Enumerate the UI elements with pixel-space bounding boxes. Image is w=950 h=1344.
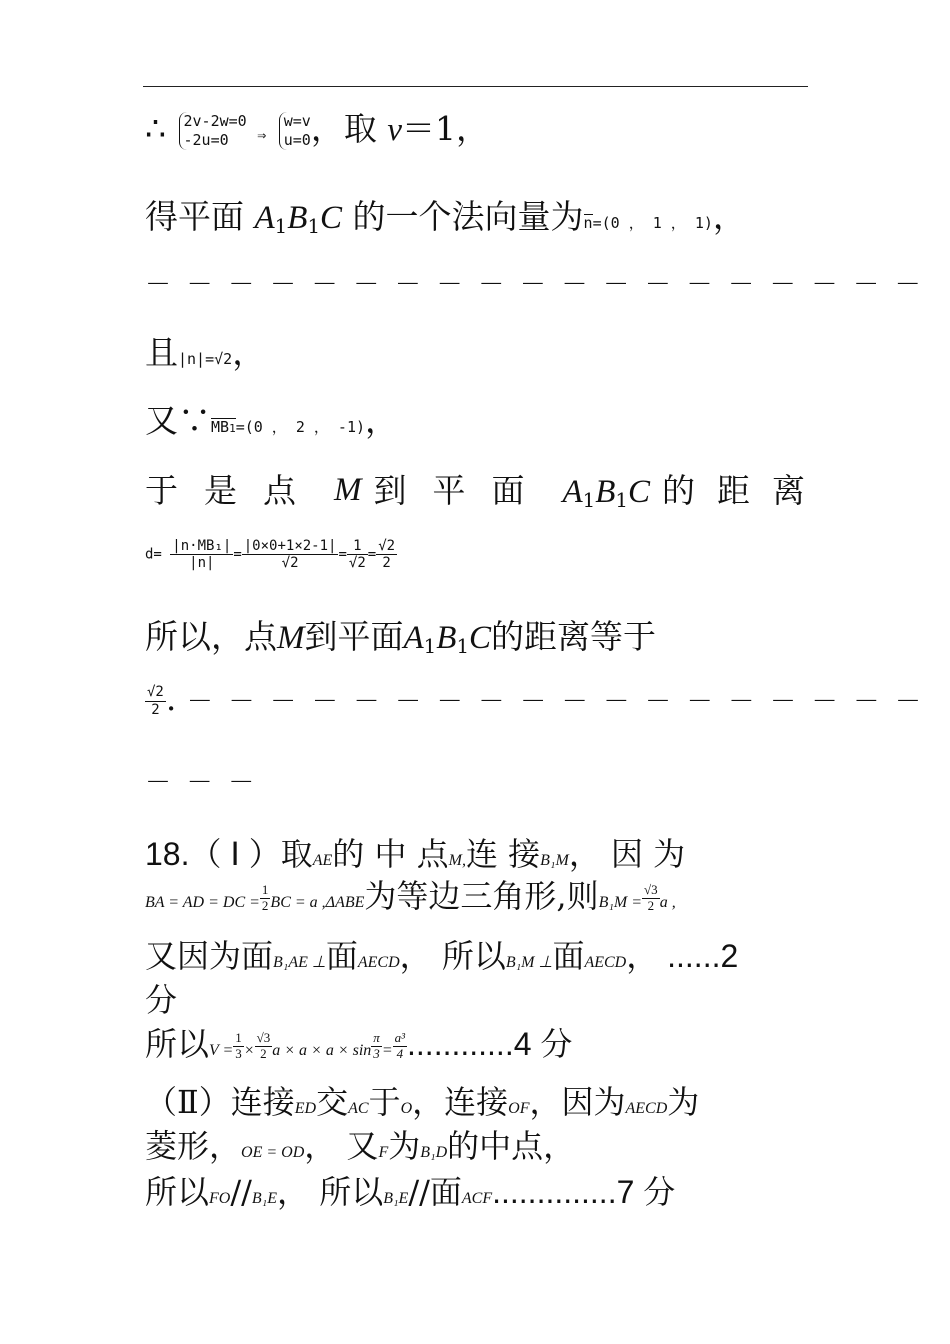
vector-n: n (583, 214, 593, 232)
equation-system-1: 2v-2w=0 -2u=0 (179, 112, 247, 150)
p18-line-7: 菱形，OE = OD， 又F为B₁D的中点， (145, 1127, 576, 1165)
separator-dashes-2: － － － (145, 768, 255, 798)
implies-arrow: ⇒ (257, 126, 267, 144)
normal-vector-line: 得平面 $A_1B_1C$ 的一个法向量为n=(0 ， 1 ， 1)， (145, 197, 746, 238)
p18-line-8: 所以FO//B₁E， 所以B₁E//面ACF..............7 分 (145, 1173, 676, 1211)
distance-formula: d= $\frac{\text{|n·MB₁|}}{|n|}$ = $\frac{|0\times 0+1\times 2-1|}{√2}$ = $\frac{1}{√2}$ = $\frac{√2}{2}$ (145, 538, 396, 572)
p18-line-5: 所以V = $\frac{1}{3}$ × $\frac{√3}{2}$ a × a × a × sin $\frac{\pi}{3}$ = $\frac{\text{a³}}{4}$ ............4 分 (145, 1025, 573, 1063)
norm-line: 且|n|=√2， (145, 333, 266, 372)
p18-line-3: 又因为面B₁AE ⊥面AECD， 所以B₁M ⊥面AECD， ......2 (145, 937, 739, 975)
header-rule (143, 86, 808, 87)
p18-line-1: 18.（ Ⅰ ）取AE的 中 点M,连 接B₁M， 因 为 (145, 835, 686, 873)
system-line: ∴ 2v-2w=0 -2u=0 ⇒ w=v u=0 ，取 v＝1， (145, 109, 489, 149)
result-line: $\frac{√2}{2}$ . － － － － － － － － － － － － － － － － － － (147, 679, 921, 718)
p18-line-4: 分 (145, 981, 178, 1019)
therefore-symbol: ∴ (145, 109, 166, 148)
vector-mb1: MB1 (211, 418, 236, 436)
distance-statement: 于是点 M 到平面 $A_1B_1C$ 的距离 (145, 471, 827, 512)
separator-dashes: － － － － － － － － － － － － － － － － － － － (145, 270, 921, 300)
equation-system-2: w=v u=0 (279, 112, 311, 150)
p18-line-2: BA = AD = DC = $\frac{1}{2}$ BC = a ,ΔABE为等边三角形,则B₁M = $\frac{√3}{2}$ a , (145, 877, 676, 915)
vector-mb-line: 又∵MB1=(0 ， 2 ， -1)， (145, 401, 399, 440)
conclusion-line: 所以，点M到平面$A_1B_1C$的距离等于 (145, 617, 657, 658)
p18-line-6: （Ⅱ）连接ED交AC于O，连接OF，因为AECD为 (145, 1083, 700, 1121)
